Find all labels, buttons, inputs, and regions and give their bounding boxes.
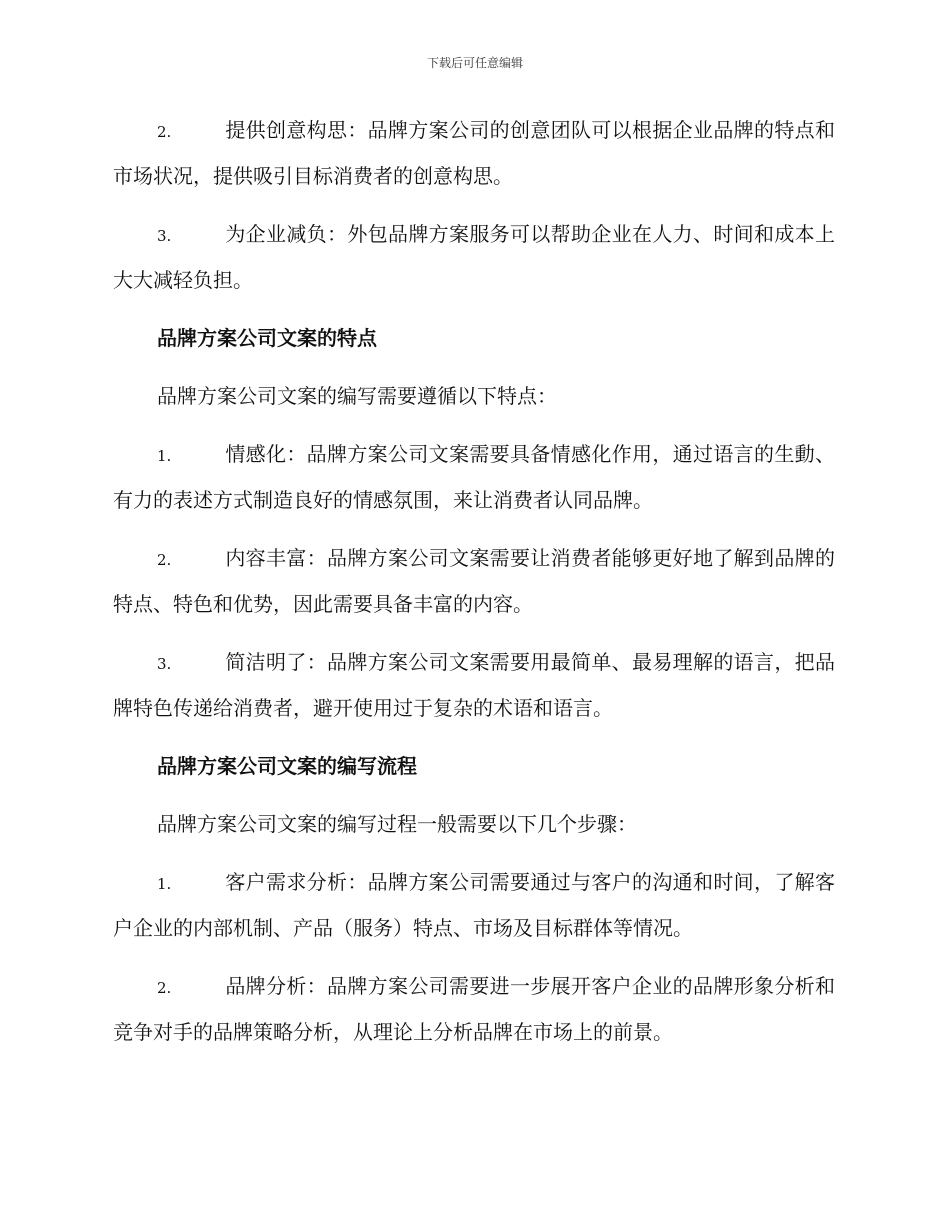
list-item [113,536,835,626]
page-header: 下载后可任意编辑 [426,56,523,70]
list-item [113,964,835,1054]
list-number: 3. [157,227,172,245]
list-text: 为企业减负：外包品牌方案服务可以帮助企业在人力、时间和成本上大大减轻负担。 [113,222,835,292]
list-item [113,108,835,198]
list-text: 品牌分析：品牌方案公司需要进一步展开客户企业的品牌形象分析和竞争对手的品牌策略分析，从理论上分析品牌在市场上的前景。 [113,974,835,1044]
list-number: 2. [157,123,172,141]
list-text: 情感化：品牌方案公司文案需要具备情感化作用，通过语言的生動、有力的表述方式制造良好的情感氛围，来让消费者认同品牌。 [113,442,835,512]
list-number: 3. [157,655,172,673]
list-text: 简洁明了：品牌方案公司文案需要用最简单、最易理解的语言，把品牌特色传递给消费者，避开使用过于复杂的术语和语言。 [113,650,835,720]
list-text: 客户需求分析：品牌方案公司需要通过与客户的沟通和时间，了解客户企业的内部机制、产品（服务）特点、市场及目标群体等情况。 [113,870,835,940]
section-heading-process: 品牌方案公司文案的编写流程 [157,754,417,778]
section-intro-features: 品牌方案公司文案的编写需要遵循以下特点： [157,384,557,408]
list-item [113,640,835,730]
list-number: 1. [157,875,172,893]
list-number: 2. [157,979,172,997]
list-number: 2. [157,551,172,569]
list-item [113,860,835,950]
list-number: 1. [157,447,172,465]
document-body [113,108,835,1068]
list-item [113,212,835,302]
section-intro-process: 品牌方案公司文案的编写过程一般需要以下几个步骤： [157,812,637,836]
section-heading-features: 品牌方案公司文案的特点 [157,326,377,350]
list-text: 提供创意构思：品牌方案公司的创意团队可以根据企业品牌的特点和市场状况，提供吸引目标消费者的创意构思。 [113,118,835,188]
list-text: 内容丰富：品牌方案公司文案需要让消费者能够更好地了解到品牌的特点、特色和优势，因此需要具备丰富的内容。 [113,546,835,616]
list-item [113,432,835,522]
